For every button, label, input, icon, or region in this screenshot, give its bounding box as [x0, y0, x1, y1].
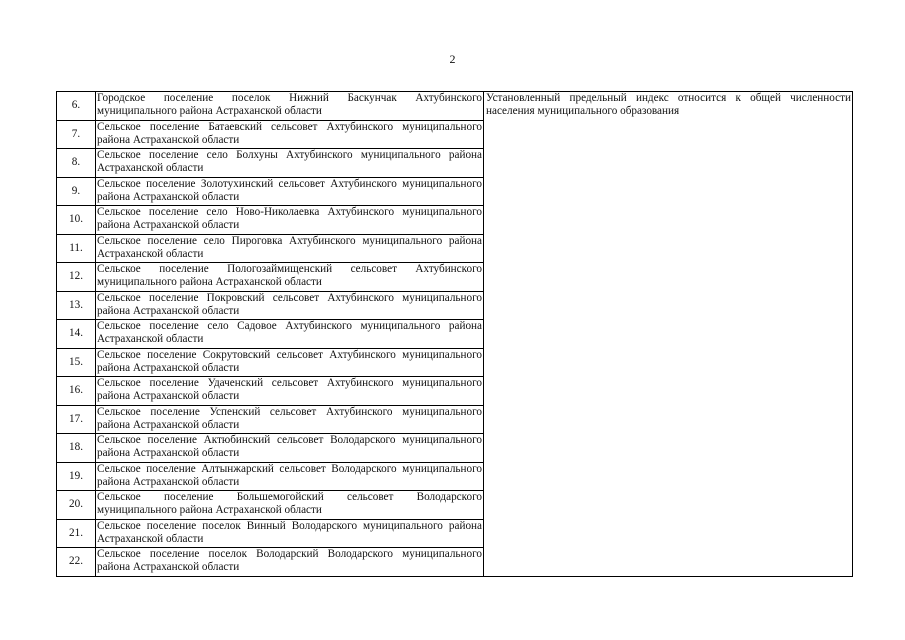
municipality-name: Сельское поселение Батаевский сельсовет Ахтубинского муниципального района Астраханской области: [96, 120, 484, 149]
municipality-name: Сельское поселение село Ново-Николаевка Ахтубинского муниципального района Астраханской области: [96, 206, 484, 235]
row-number: 9.: [57, 177, 96, 206]
municipalities-table: [56, 91, 853, 577]
row-number: 17.: [57, 405, 96, 434]
municipality-name: Сельское поселение село Болхуны Ахтубинского муниципального района Астраханской области: [96, 149, 484, 178]
row-number: 14.: [57, 320, 96, 349]
municipality-name: Сельское поселение Удаченский сельсовет Ахтубинского муниципального района Астраханской области: [96, 377, 484, 406]
index-note: Установленный предельный индекс относится к общей численности населения муниципального образования: [484, 92, 853, 577]
row-number: 12.: [57, 263, 96, 292]
row-number: 8.: [57, 149, 96, 178]
row-number: 10.: [57, 206, 96, 235]
row-number: 18.: [57, 434, 96, 463]
municipality-name: Сельское поселение Сокрутовский сельсовет Ахтубинского муниципального района Астраханской области: [96, 348, 484, 377]
municipality-name: Сельское поселение Золотухинский сельсовет Ахтубинского муниципального района Астраханской области: [96, 177, 484, 206]
municipality-name: Сельское поселение село Пироговка Ахтубинского муниципального района Астраханской области: [96, 234, 484, 263]
row-number: 13.: [57, 291, 96, 320]
row-number: 11.: [57, 234, 96, 263]
municipality-name: Сельское поселение поселок Володарский Володарского муниципального района Астраханской области: [96, 548, 484, 577]
row-number: 21.: [57, 519, 96, 548]
municipality-name: Сельское поселение Алтынжарский сельсовет Володарского муниципального района Астраханской области: [96, 462, 484, 491]
row-number: 15.: [57, 348, 96, 377]
row-number: 6.: [57, 92, 96, 121]
table-row: [57, 92, 853, 121]
municipality-name: Сельское поселение Большемогойский сельсовет Володарского муниципального района Астраханской области: [96, 491, 484, 520]
row-number: 22.: [57, 548, 96, 577]
municipality-name: Сельское поселение Пологозаймищенский сельсовет Ахтубинского муниципального района Астраханской области: [96, 263, 484, 292]
row-number: 20.: [57, 491, 96, 520]
municipality-name: Сельское поселение Покровский сельсовет Ахтубинского муниципального района Астраханской области: [96, 291, 484, 320]
municipality-name: Городское поселение поселок Нижний Баскунчак Ахтубинского муниципального района Астраханской области: [96, 92, 484, 121]
page-number: 2: [449, 52, 456, 66]
municipality-name: Сельское поселение поселок Винный Володарского муниципального района Астраханской области: [96, 519, 484, 548]
row-number: 19.: [57, 462, 96, 491]
municipality-name: Сельское поселение Актюбинский сельсовет Володарского муниципального района Астраханской области: [96, 434, 484, 463]
municipality-name: Сельское поселение село Садовое Ахтубинского муниципального района Астраханской области: [96, 320, 484, 349]
row-number: 16.: [57, 377, 96, 406]
municipality-name: Сельское поселение Успенский сельсовет Ахтубинского муниципального района Астраханской области: [96, 405, 484, 434]
row-number: 7.: [57, 120, 96, 149]
